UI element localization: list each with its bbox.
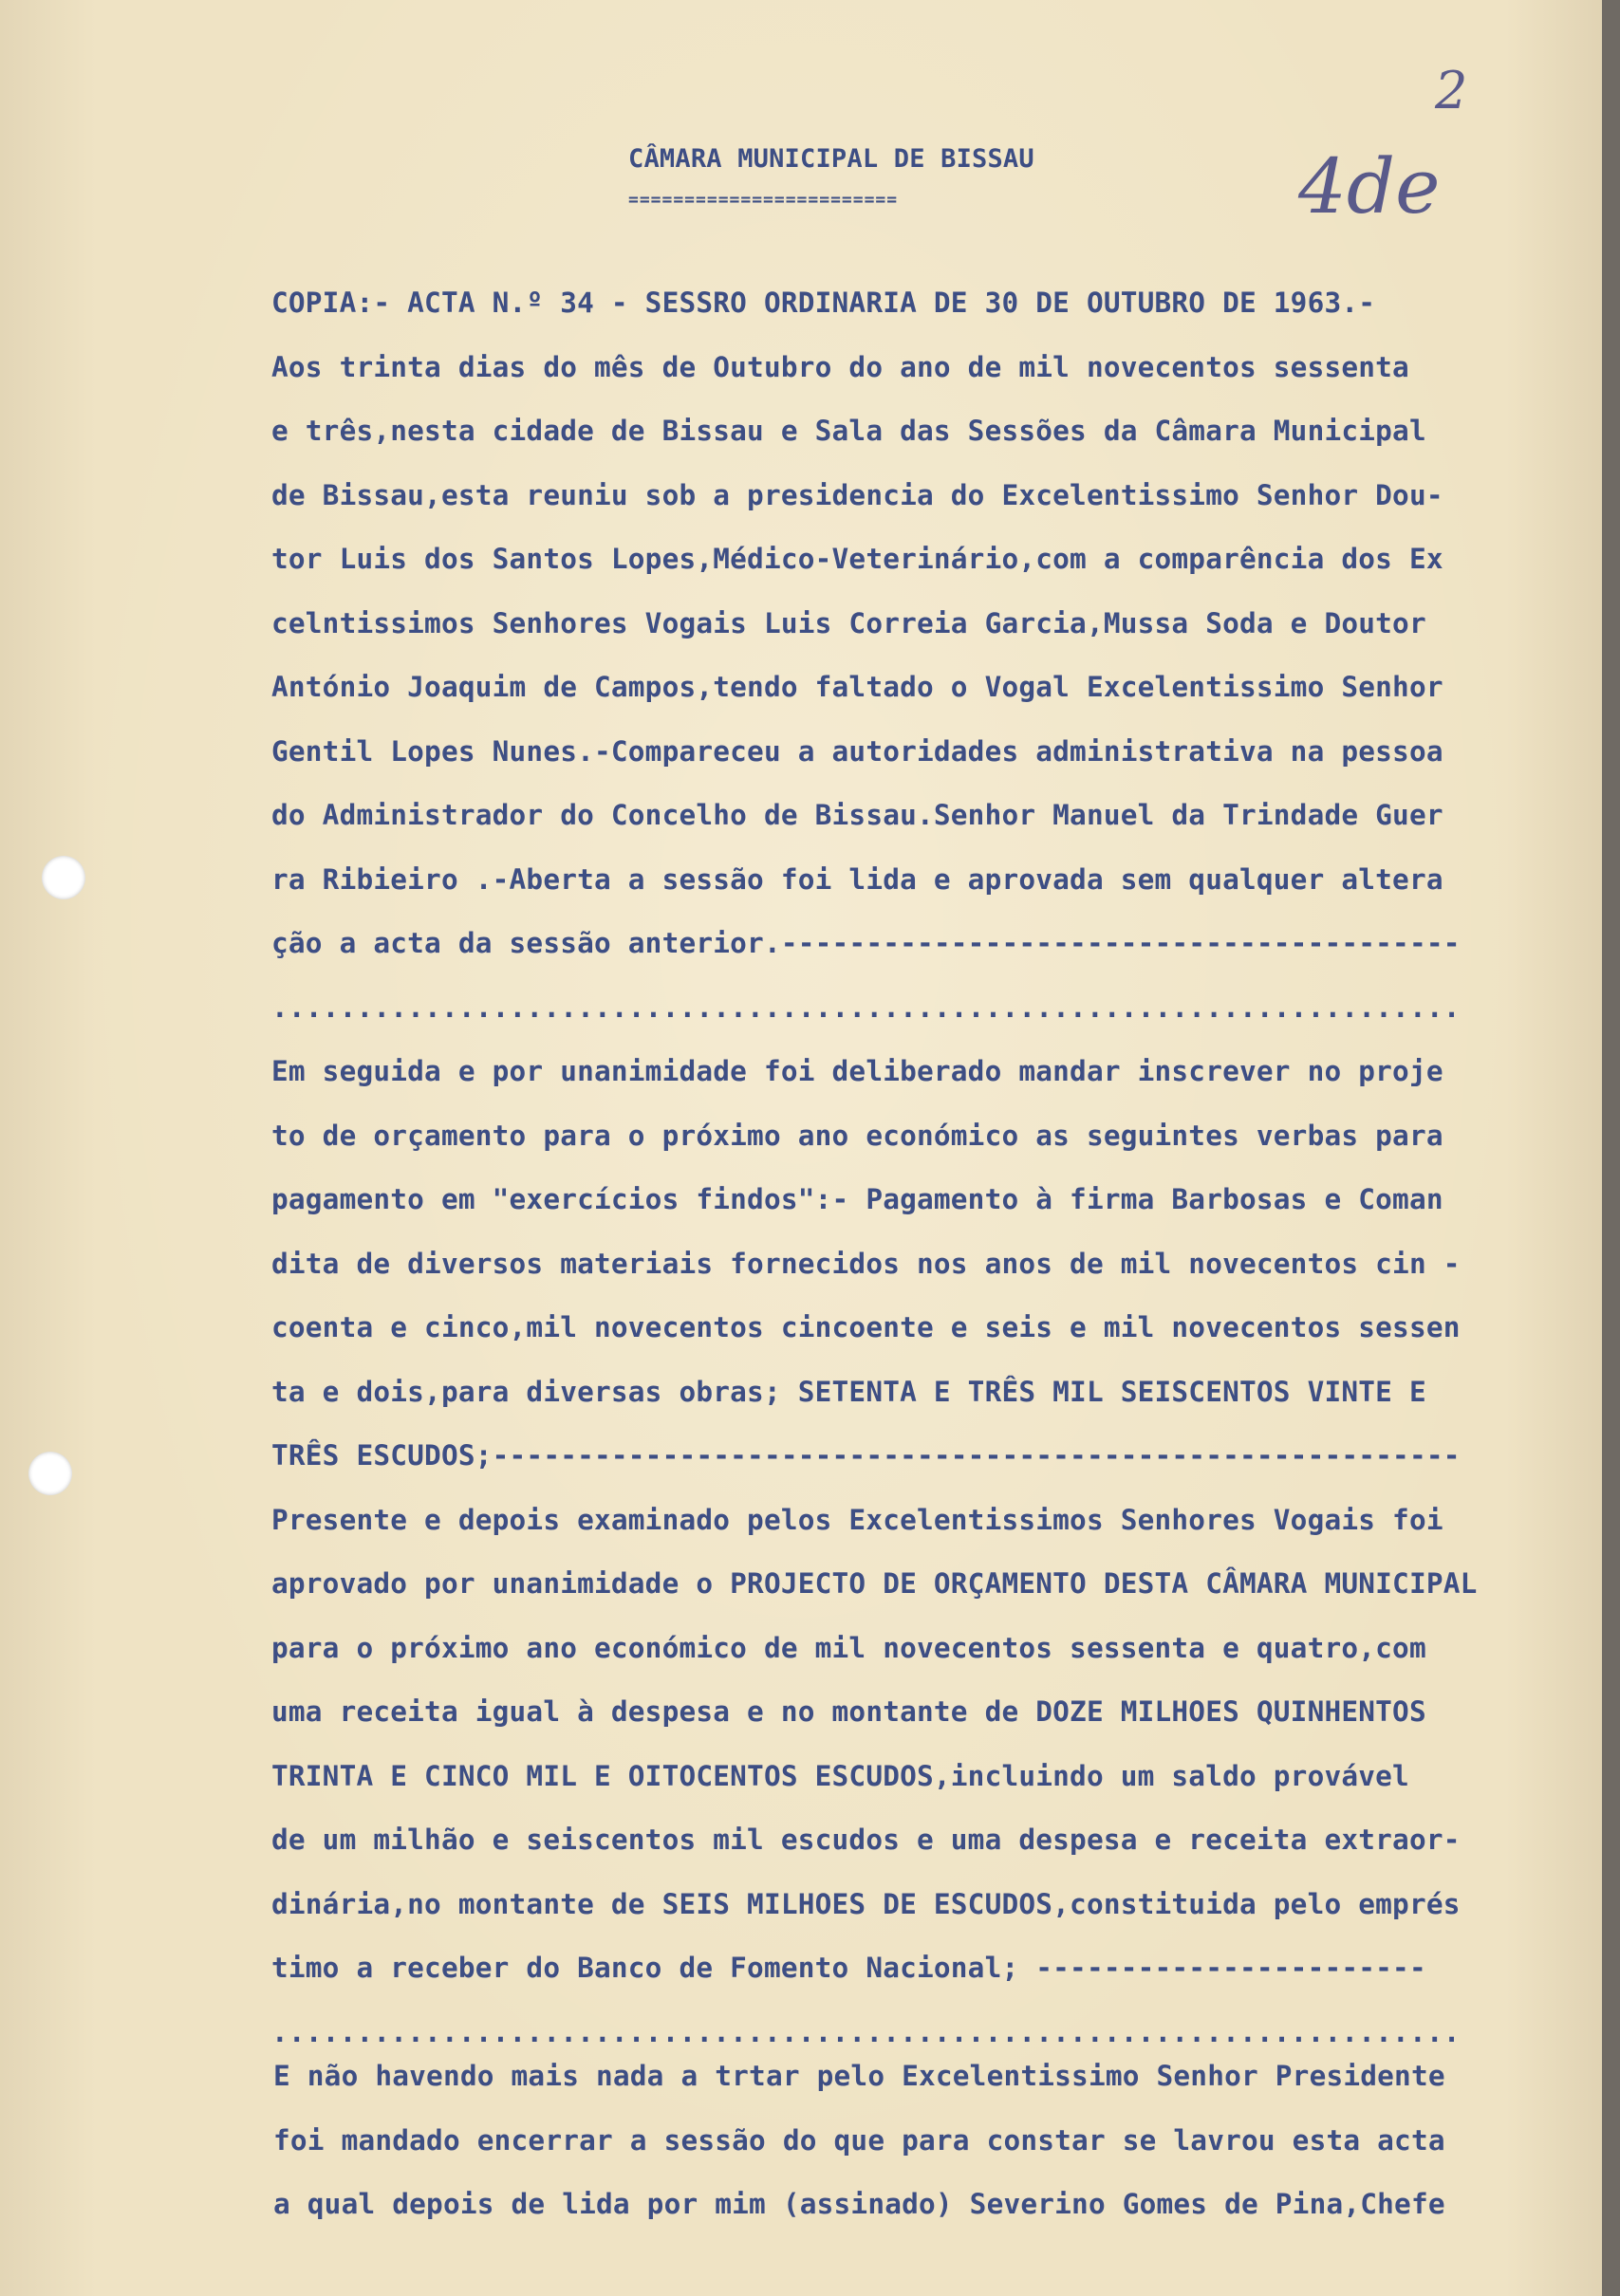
text-line: TRÊS ESCUDOS;--------------------------------------------------------- [271,1439,1461,1472]
text-line: Gentil Lopes Nunes.-Compareceu a autoridades administrativa na pessoa [271,734,1443,768]
text-line: Aos trinta dias do mês de Outubro do ano de mil novecentos sessenta [271,350,1409,383]
text-line: de Bissau,esta reuniu sob a presidencia do Excelentissimo Senhor Dou- [271,478,1443,511]
dotted-separator: ...................................................................... [271,991,1461,1024]
text-line: dinária,no montante de SEIS MILHOES DE ESCUDOS,constituida pelo emprés [271,1887,1461,1920]
text-line: ta e dois,para diversas obras; SETENTA E TRÊS MIL SEISCENTOS VINTE E [271,1375,1426,1408]
punch-hole [42,856,85,899]
text-line: pagamento em "exercícios findos":- Pagamento à firma Barbosas e Coman [271,1183,1443,1215]
text-line: Presente e depois examinado pelos Excelentissimos Senhores Vogais foi [271,1503,1443,1536]
text-line: dita de diversos materiais fornecidos nos anos de mil novecentos cin - [271,1247,1461,1280]
document-header: CÂMARA MUNICIPAL DE BISSAU [628,144,1034,174]
text-line: celntissimos Senhores Vogais Luis Correia Garcia,Mussa Soda e Doutor [271,606,1426,639]
text-line: coenta e cinco,mil novecentos cincoente e seis e mil novecentos sessen [271,1311,1461,1343]
text-line: António Joaquim de Campos,tendo faltado o Vogal Excelentissimo Senhor [271,671,1443,703]
text-line: timo a receber do Banco de Fomento Nacional; ----------------------- [271,1952,1426,1984]
text-line: a qual depois de lida por mim (assinado) Severino Gomes de Pina,Chefe [273,2188,1445,2220]
text-line: e três,nesta cidade de Bissau e Sala das Sessões da Câmara Municipal [271,415,1426,447]
text-line: foi mandado encerrar a sessão do que para constar se lavrou esta acta [273,2123,1445,2157]
handwritten-page-number: 2 [1435,61,1468,120]
text-line: do Administrador do Concelho de Bissau.Senhor Manuel da Trindade Guer [271,799,1443,831]
punch-hole [28,1452,72,1495]
text-line: para o próximo ano económico de mil novecentos sessenta e quatro,com [271,1631,1426,1664]
text-line: to de orçamento para o próximo ano económico as seguintes verbas para [271,1119,1443,1152]
handwritten-annotation: 4de [1298,142,1441,231]
text-line: ção a acta da sessão anterior.---------------------------------------- [271,927,1461,959]
text-line: ra Ribieiro .-Aberta a sessão foi lida e aprovada sem qualquer altera [271,862,1443,896]
dotted-separator: ...................................................................... [271,2015,1461,2048]
text-line: de um milhão e seiscentos mil escudos e uma despesa e receita extraor- [271,1824,1461,1856]
text-line: E não havendo mais nada a trtar pelo Excelentissimo Senhor Presidente [273,2060,1445,2092]
header-underline: ======================== [628,190,899,210]
text-line: TRINTA E CINCO MIL E OITOCENTOS ESCUDOS,incluindo um saldo provável [271,1759,1409,1792]
minutes-body [271,271,1478,2065]
minutes-closing [273,2045,1445,2237]
text-line: COPIA:- ACTA N.º 34 - SESSRO ORDINARIA DE 30 DE OUTUBRO DE 1963.- [271,287,1376,319]
text-line: aprovado por unanimidade o PROJECTO DE ORÇAMENTO DESTA CÂMARA MUNICIPAL [271,1567,1478,1600]
text-line: tor Luis dos Santos Lopes,Médico-Veterinário,com a comparência dos Ex [271,543,1443,575]
text-line: Em seguida e por unanimidade foi deliberado mandar inscrever no proje [271,1055,1443,1087]
text-line: uma receita igual à despesa e no montante de DOZE MILHOES QUINHENTOS [271,1695,1426,1728]
